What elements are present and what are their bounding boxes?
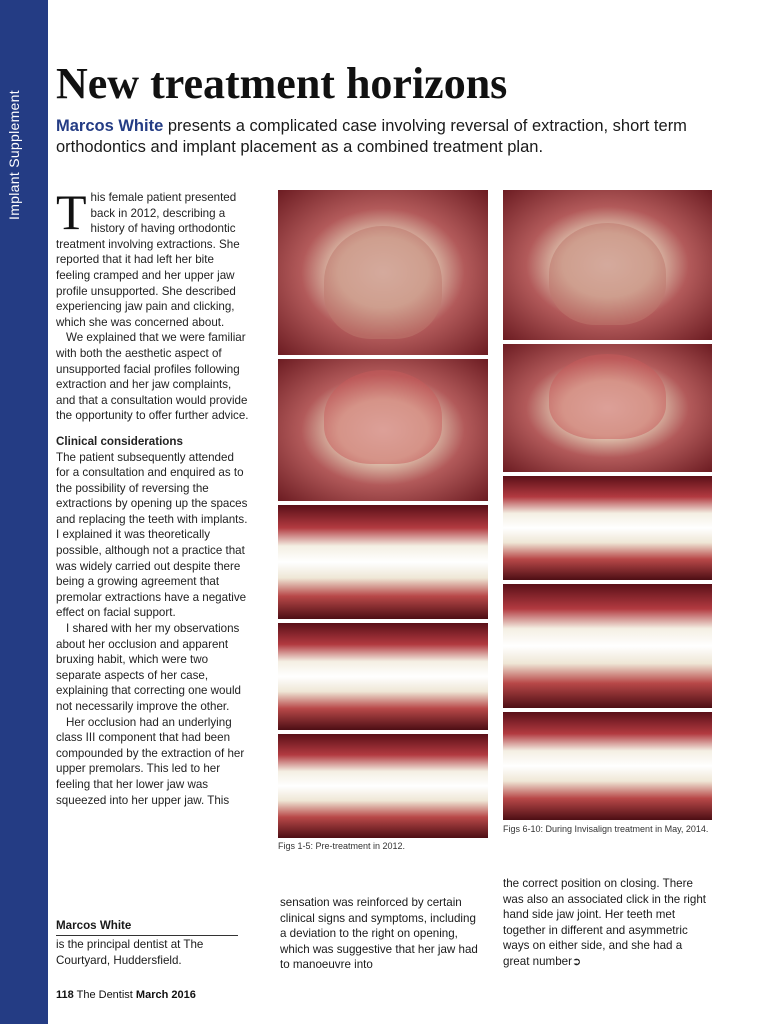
publication-name: The Dentist bbox=[76, 989, 133, 1001]
page-footer bbox=[56, 989, 196, 1001]
body-paragraph-col2: sensation was reinforced by certain clinical signs and symptoms, including a deviation to the right on opening, which was suggestive that her jaw had to manoeuvre into bbox=[280, 896, 478, 972]
body-paragraph-4: I shared with her my observations about her occlusion and apparent bruxing habit, which were two separate aspects of her case, explaining that correcting one would not necessarily improve the other. bbox=[56, 622, 241, 713]
article-title: New treatment horizons bbox=[56, 59, 508, 108]
issue-date: March 2016 bbox=[135, 989, 196, 1001]
fig-6-upper-arch-photo bbox=[503, 190, 712, 340]
fig-1-upper-arch-photo bbox=[278, 190, 488, 355]
fig-7-lower-arch-photo bbox=[503, 344, 712, 472]
continue-arrow-icon: ➲ bbox=[571, 955, 582, 968]
body-column-3 bbox=[503, 876, 711, 971]
section-sidebar bbox=[0, 0, 48, 1024]
standfirst-author: Marcos White bbox=[56, 117, 164, 135]
fig-8-frontal-teeth-photo bbox=[503, 476, 712, 580]
body-paragraph-col3: the correct position on closing. There was also an associated click in the right hand side jaw joint. Her teeth met together in different and asymmetric ways on either side, and she had a great number➲ bbox=[503, 877, 706, 968]
fig-5-frontal-teeth-photo bbox=[278, 734, 488, 838]
bio-author-name: Marcos White bbox=[56, 919, 132, 932]
standfirst bbox=[56, 116, 716, 158]
body-paragraph-1: This female patient presented back in 2012, describing a history of having orthodontic treatment involving extractions. She reported that it had left her bite feeling cramped and her upper jaw profile unsupported. She described experiencing jaw pain and clicking, which she was concerned about. bbox=[56, 184, 240, 329]
section-label: Implant Supplement bbox=[6, 90, 22, 220]
fig-3-frontal-teeth-photo bbox=[278, 505, 488, 619]
body-column-2 bbox=[280, 895, 480, 973]
figure-caption-right: Figs 6-10: During Invisalign treatment in May, 2014. bbox=[503, 824, 709, 834]
page-number: 118 bbox=[56, 989, 74, 1001]
fig-2-lower-arch-photo bbox=[278, 359, 488, 501]
subheading: Clinical considerations bbox=[56, 434, 183, 448]
body-paragraph-5: Her occlusion had an underlying class III component that had been compounded by the extraction of her upper premolars. This led to her feeling that her lower jaw was squeezed into her upper jaw. This bbox=[56, 715, 245, 807]
bio-description: is the principal dentist at The Courtyard, Huddersfield. bbox=[56, 938, 204, 967]
fig-9-frontal-teeth-photo bbox=[503, 584, 712, 708]
fig-4-frontal-teeth-photo bbox=[278, 623, 488, 730]
body-paragraph-3: The patient subsequently attended for a consultation and enquired as to the possibility of reversing the extractions by opening up the spaces and replacing the teeth with implants. I explained it was theoretically possible, although not a practice that was widely carried out despite there being a growing agreement that premolar extractions have a negative effect on facial support. bbox=[56, 450, 248, 620]
fig-10-frontal-teeth-photo bbox=[503, 712, 712, 820]
drop-cap: T bbox=[56, 184, 87, 240]
body-paragraph-2: We explained that we were familiar with both the aesthetic aspect of unsupported facial profiles following extraction and her jaw complaints, and that a consultation would provide the opportunity to offer further advice. bbox=[56, 331, 249, 423]
bio-divider bbox=[56, 935, 238, 936]
body-column-1 bbox=[56, 184, 250, 808]
standfirst-text: presents a complicated case involving reversal of extraction, short term orthodontics and implant placement as a combined treatment plan. bbox=[56, 117, 687, 156]
figure-caption-left: Figs 1-5: Pre-treatment in 2012. bbox=[278, 841, 406, 851]
